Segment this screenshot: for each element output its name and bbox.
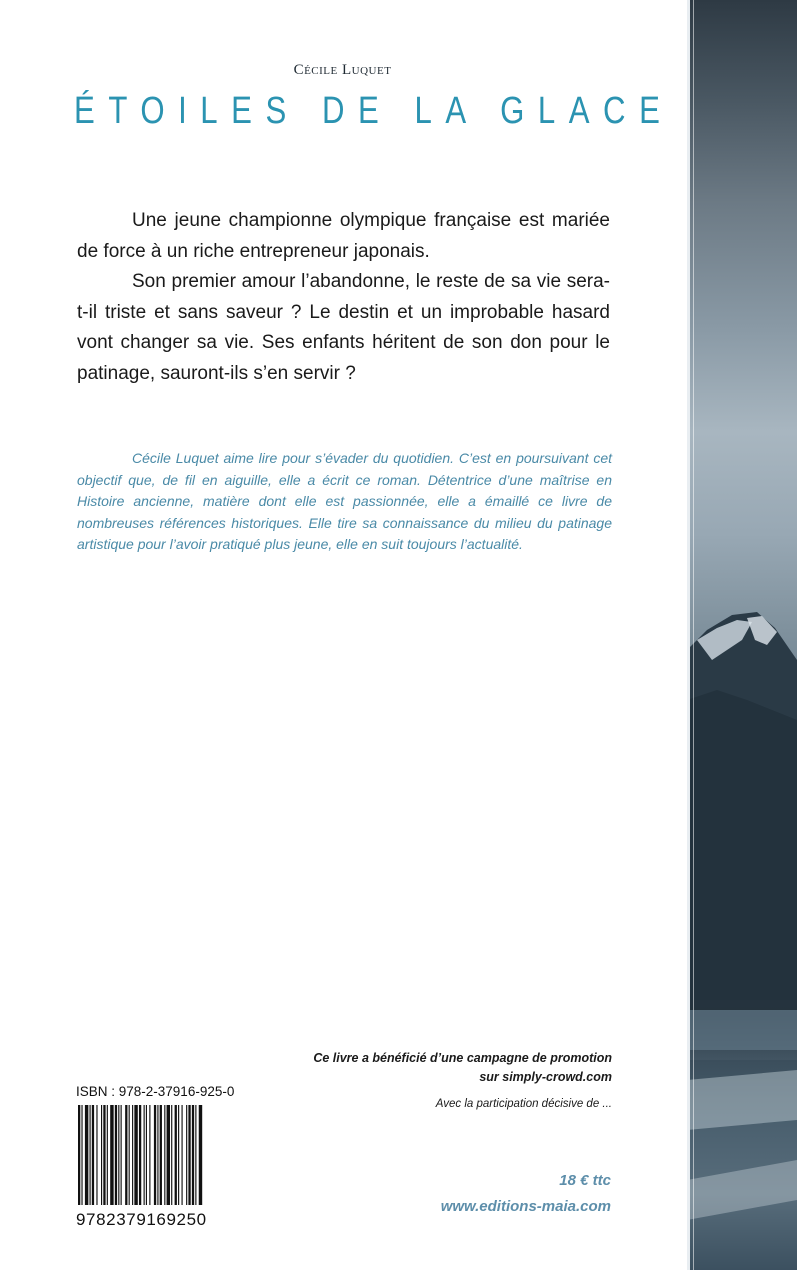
- barcode-bar: [121, 1105, 122, 1205]
- spine-border: [687, 0, 690, 1270]
- barcode-bar: [144, 1105, 145, 1205]
- barcode-bar: [182, 1105, 183, 1205]
- barcode-bar: [85, 1105, 88, 1205]
- barcode-bar: [107, 1105, 108, 1205]
- barcode-bar: [92, 1105, 94, 1205]
- price: 18 € ttc: [559, 1172, 611, 1189]
- barcode-bar: [115, 1105, 117, 1205]
- barcode-bar: [146, 1105, 147, 1205]
- barcode-bar: [90, 1105, 91, 1205]
- barcode-bar: [118, 1105, 119, 1205]
- barcode-bar: [110, 1105, 113, 1205]
- barcode-bar: [154, 1105, 156, 1205]
- isbn-label: ISBN : 978-2-37916-925-0: [76, 1084, 235, 1099]
- barcode-bar: [171, 1105, 172, 1205]
- barcode-bar: [167, 1105, 170, 1205]
- barcode-bar: [157, 1105, 158, 1205]
- summary-paragraph-1: Une jeune championne olympique française est mariée de force à un riche entrepreneur japonais.: [77, 210, 610, 262]
- barcode-bar: [164, 1105, 165, 1205]
- barcode-bar: [139, 1105, 141, 1205]
- barcode-bar: [81, 1105, 82, 1205]
- barcode-bar: [192, 1105, 194, 1205]
- promotion-note: [290, 1049, 612, 1087]
- barcode-bar: [195, 1105, 196, 1205]
- barcode-bar: [149, 1105, 150, 1205]
- barcode-bar: [132, 1105, 133, 1205]
- barcode-bar: [96, 1105, 97, 1205]
- barcode-bar: [188, 1105, 190, 1205]
- publisher-website: www.editions-maia.com: [440, 1198, 611, 1215]
- spine-border-inner: [693, 0, 694, 1270]
- promotion-line-2: sur simply-crowd.com: [479, 1070, 612, 1084]
- summary-paragraph-2: Son premier amour l’abandonne, le reste de sa vie sera-t-il triste et sans saveur ? Le destin et un improbable hasard vont changer sa vie. Ses enfants héritent de son don pour le patinage, sauront-ils s’en servir ?: [77, 271, 610, 384]
- barcode-bar: [125, 1105, 127, 1205]
- barcode-bar: [178, 1105, 179, 1205]
- barcode-icon: [76, 1105, 241, 1205]
- cover-photo-strip: [687, 0, 797, 1270]
- barcode-bar: [186, 1105, 187, 1205]
- barcode-bar: [199, 1105, 202, 1205]
- book-title: ÉTOILES DE LA GLACE: [74, 90, 674, 132]
- barcode-bar: [160, 1105, 162, 1205]
- barcode-bar: [103, 1105, 105, 1205]
- promotion-line-1: Ce livre a bénéficié d’une campagne de promotion: [313, 1051, 612, 1065]
- barcode-digits: 9782379169250: [76, 1210, 207, 1229]
- author-bio: Cécile Luquet aime lire pour s’évader du quotidien. C’est en poursuivant cet objectif que, de fil en aiguille, elle a écrit ce roman. Détentrice d’une maîtrise en Histoire ancienne, matière dont elle est passionnée, elle a émaillé ce livre de nombreuses références historiques. Elle tire sa connaissance du milieu du patinage artistique pour l’avoir pratiqué plus jeune, elle en suit toujours l’actualité.: [77, 450, 612, 552]
- barcode-bar: [101, 1105, 102, 1205]
- barcode-bar: [175, 1105, 177, 1205]
- barcode-bar: [78, 1105, 80, 1205]
- barcode-bar: [134, 1105, 137, 1205]
- barcode-bar: [129, 1105, 130, 1205]
- summary-text: [77, 206, 610, 389]
- participation-note: Avec la participation décisive de ...: [435, 1098, 612, 1110]
- author-name: Cécile Luquet: [293, 62, 392, 78]
